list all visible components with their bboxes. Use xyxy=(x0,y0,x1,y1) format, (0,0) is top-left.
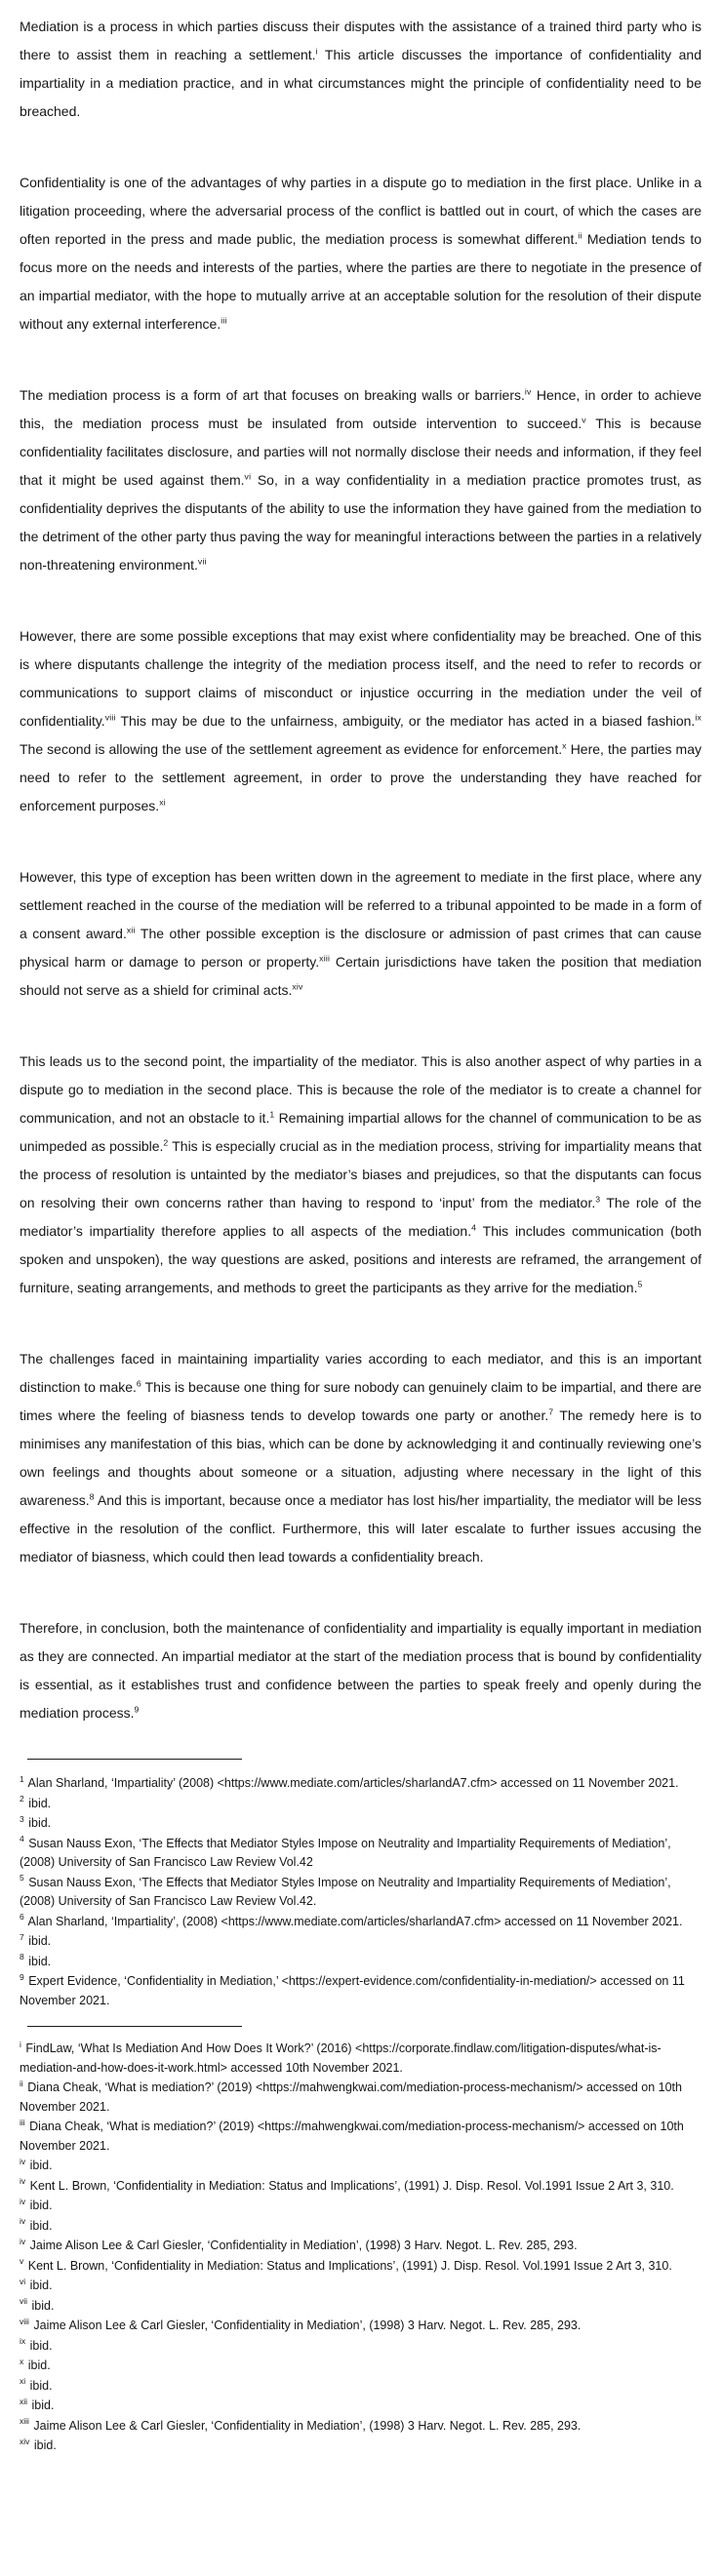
endnote-xiii xyxy=(20,2417,702,2437)
footnote-text: ibid. xyxy=(28,1954,52,1968)
footnote-separator xyxy=(27,1759,242,1760)
footnote-marker: 4 xyxy=(20,1834,24,1844)
endnote-separator xyxy=(27,2026,242,2027)
footnote-text: ibid. xyxy=(29,2218,53,2233)
footnote-9 xyxy=(20,1972,702,2010)
numeric-footnotes xyxy=(20,1774,702,2010)
footnote-marker: iii xyxy=(20,2117,25,2127)
endnote-iv-4 xyxy=(20,2217,702,2237)
footnote-marker: iv xyxy=(20,2176,26,2187)
footnote-marker: xi xyxy=(20,2376,26,2387)
footnote-marker: v xyxy=(20,2256,24,2267)
footnote-4 xyxy=(20,1835,702,1873)
footnote-marker: iv xyxy=(20,2156,26,2166)
endnote-vii xyxy=(20,2297,702,2317)
footnote-text: Alan Sharland, ‘Impartiality’, (2008) <https://www.mediate.com/articles/sharlandA7.cfm> accessed on 11 November 2021. xyxy=(27,1914,683,1928)
footnote-marker: vi xyxy=(20,2276,26,2286)
footnote-marker: 1 xyxy=(20,1773,24,1784)
footnote-text: Kent L. Brown, ‘Confidentiality in Mediation: Status and Implications’, (1991) J. Disp. Resol. Vol.1991 Issue 2 Art 3, 310. xyxy=(29,2178,674,2193)
note-reference-marker: xiii xyxy=(319,953,331,964)
paragraph-introduction: Mediation is a process in which parties discuss their disputes with the assistance of a trained third party who is there to assist them in reaching a settlement.$^i$ This article discusses the importance of confidentiality and impartiality in a mediation practice, and in what circumstances might the principle of confidentiality need to be breached. xyxy=(20,19,702,119)
footnote-text: ibid. xyxy=(27,2358,51,2372)
endnote-iv-2 xyxy=(20,2177,702,2197)
note-reference-marker: 6 xyxy=(136,1378,141,1389)
footnote-text: ibid. xyxy=(29,2338,53,2353)
note-reference-marker: 4 xyxy=(471,1222,477,1233)
footnote-marker: iv xyxy=(20,2236,26,2246)
note-reference-marker: 3 xyxy=(595,1194,601,1205)
note-reference-marker: 2 xyxy=(163,1137,169,1148)
footnote-text: ibid. xyxy=(33,2438,57,2452)
footnote-text: Jaime Alison Lee & Carl Giesler, ‘Confidentiality in Mediation’, (1998) 3 Harv. Negot. L. Rev. 285, 293. xyxy=(33,2318,582,2332)
paragraph-confidentiality: Confidentiality is one of the advantages of why parties in a dispute go to mediation in the first place. Unlike in a litigation proceeding, where the adversarial process of the conflict is battled out in court, of which the cases are often reported in the press and made public, the mediation process is somewhat different.$^{ii}$ Mediation tends to focus more on the needs and interests of the parties, where the parties are there to negotiate in the presence of an impartial mediator, with the hope to mutually arrive at an acceptable solution for the resolution of their dispute without any external interference.$^{iii}$ xyxy=(20,175,702,332)
footnote-text: ibid. xyxy=(29,2159,53,2172)
note-reference-marker: xii xyxy=(126,925,136,935)
footnote-marker: 5 xyxy=(20,1873,24,1883)
endnote-ii xyxy=(20,2079,702,2117)
paragraph-impartiality: This leads us to the second point, the impartiality of the mediator. This is also another aspect of why parties in a dispute go to mediation in the second place. This is because the role of the mediator is to create a channel for communication, and not an obstacle to it.$^1$ Remaining impartial allows for the channel of communication to be as unimpeded as possible.$^2$ This is especially crucial as in the mediation process, striving for impartiality means that the process of resolution is untainted by the mediator’s biases and prejudices, so that the disputants can focus on resolving their own concerns rather than having to respond to ‘input’ from the mediator.$^3$ The role of the mediator’s impartiality therefore applies to all aspects of the mediation.$^4$ This includes communication (both spoken and unspoken), the way questions are asked, positions and interests are reframed, the arrangement of furniture, seating arrangements, and methods to greet the participants as they arrive for the mediation.$^5$ xyxy=(20,1053,702,1295)
footnote-marker: x xyxy=(20,2356,24,2366)
footnote-text: ibid. xyxy=(29,2279,53,2292)
endnote-xiv xyxy=(20,2437,702,2456)
footnote-8 xyxy=(20,1953,702,1972)
footnote-3 xyxy=(20,1814,702,1834)
footnote-text: ibid. xyxy=(31,2398,55,2412)
footnote-text: Expert Evidence, ‘Confidentiality in Mediation,’ <https://expert-evidence.com/confidentiality-in-mediation/> accessed on 11 November 2021. xyxy=(20,1974,685,2007)
footnote-text: ibid. xyxy=(28,1796,52,1810)
note-reference-marker: i xyxy=(315,46,318,57)
note-reference-marker: xiv xyxy=(292,981,303,992)
note-reference-marker: 5 xyxy=(637,1279,643,1289)
footnote-text: ibid. xyxy=(31,2298,55,2313)
note-reference-marker: 9 xyxy=(134,1704,140,1715)
footnote-marker: iv xyxy=(20,2196,26,2206)
footnote-text: Diana Cheak, ‘What is mediation?’ (2019) <https://mahwengkwai.com/mediation-process-mechanism/> accessed on 10th November 2021. xyxy=(20,2081,682,2114)
paragraph-mediation-art: The mediation process is a form of art that focuses on breaking walls or barriers.$^{iv}$ Hence, in order to achieve this, the mediation process must be insulated from outside intervention to succeed.$^v$ This is because confidentiality facilitates disclosure, and parties will not normally disclose their needs and information, if they feel that it might be used against them.$^{vi}$ So, in a way confidentiality in a mediation practice promotes trust, as confidentiality deprives the disputants of the ability to use the information they have gained from the mediation to the detriment of the other party thus paving the way for meaningful interactions between the parties in a relatively non-threatening environment.$^{vii}$ xyxy=(20,386,702,573)
footnote-marker: 2 xyxy=(20,1794,24,1804)
footnote-marker: xiii xyxy=(20,2416,29,2427)
footnote-text: ibid. xyxy=(29,2199,53,2212)
endnote-iv-1 xyxy=(20,2157,702,2176)
footnote-text: ibid. xyxy=(28,1816,52,1830)
note-reference-marker: ix xyxy=(695,712,702,723)
footnote-text: Alan Sharland, ‘Impartiality’ (2008) <https://www.mediate.com/articles/sharlandA7.cfm> accessed on 11 November 2021. xyxy=(27,1776,679,1790)
footnote-marker: 9 xyxy=(20,1971,24,1982)
footnote-marker: ii xyxy=(20,2078,23,2088)
endnote-xi xyxy=(20,2377,702,2397)
note-reference-marker: xi xyxy=(159,797,166,808)
endnote-viii xyxy=(20,2317,702,2336)
paragraph-conclusion: Therefore, in conclusion, both the maintenance of confidentiality and impartiality is equally important in mediation as they are connected. An impartial mediator at the start of the mediation process that is bound by confidentiality is essential, as it establishes trust and confidence between the parties to speak freely and openly during the mediation process.$^9$ xyxy=(20,1620,702,1721)
note-reference-marker: 7 xyxy=(548,1407,554,1417)
note-reference-marker: iv xyxy=(524,386,532,397)
roman-footnotes xyxy=(20,2040,702,2456)
footnote-marker: xiv xyxy=(20,2436,30,2446)
footnote-5 xyxy=(20,1874,702,1912)
note-reference-marker: iii xyxy=(221,315,227,326)
footnote-1 xyxy=(20,1774,702,1794)
footnote-marker: i xyxy=(20,2039,21,2049)
paragraph-exception-agreement: However, this type of exception has been written down in the agreement to mediate in the first place, where any settlement reached in the course of the mediation will be referred to a tribunal appointed to be made in a form of a consent award.$^{xii}$ The other possible exception is the disclosure or admission of past crimes that can cause physical harm or damage to person or property.$^{xiii}$ Certain jurisdictions have taken the position that mediation should not serve as a shield for criminal acts.$^{xiv}$ xyxy=(20,869,702,998)
footnote-marker: xii xyxy=(20,2396,28,2406)
footnote-2 xyxy=(20,1795,702,1814)
endnote-xii xyxy=(20,2397,702,2416)
footnote-marker: vii xyxy=(20,2296,28,2307)
footnote-text: Susan Nauss Exon, ‘The Effects that Mediator Styles Impose on Neutrality and Impartiality Requirements of Mediation’, (2008) University of San Francisco Law Review Vol.42 xyxy=(20,1836,671,1869)
paragraph-exceptions: However, there are some possible exceptions that may exist where confidentiality may be breached. One of this is where disputants challenge the integrity of the mediation process itself, and the need to refer to records or communications to support claims of misconduct or injustice occurring in the mediation under the veil of confidentiality.$^{viii}$ This may be due to the unfairness, ambiguity, or the mediator has acted in a biased fashion.$^{ix}$ The second is allowing the use of the settlement agreement as evidence for enforcement.$^x$ Here, the parties may need to refer to the settlement agreement, in order to prove the understanding they have reached for enforcement purposes.$^{xi}$ xyxy=(20,628,702,813)
note-reference-marker: vii xyxy=(197,556,207,567)
footnote-marker: 8 xyxy=(20,1952,24,1962)
footnote-marker: iv xyxy=(20,2216,26,2227)
note-reference-marker: 8 xyxy=(89,1491,95,1502)
footnote-marker: 3 xyxy=(20,1813,24,1824)
endnote-iv-3 xyxy=(20,2197,702,2216)
note-reference-marker: x xyxy=(562,740,567,751)
endnote-x xyxy=(20,2357,702,2376)
footnote-text: Susan Nauss Exon, ‘The Effects that Mediator Styles Impose on Neutrality and Impartiality Requirements of Mediation’, (2008) University of San Francisco Law Review Vol.42. xyxy=(20,1875,671,1908)
footnote-marker: ix xyxy=(20,2336,26,2347)
note-reference-marker: v xyxy=(582,415,586,425)
footnote-text: Kent L. Brown, ‘Confidentiality in Mediation: Status and Implications’, (1991) J. Disp. Resol. Vol.1991 Issue 2 Art 3, 310. xyxy=(27,2258,672,2273)
footnote-marker: 6 xyxy=(20,1912,24,1922)
endnote-v xyxy=(20,2257,702,2277)
footnote-7 xyxy=(20,1932,702,1952)
footnote-text: Jaime Alison Lee & Carl Giesler, ‘Confidentiality in Mediation’, (1998) 3 Harv. Negot. L. Rev. 285, 293. xyxy=(29,2239,578,2252)
note-reference-marker: 1 xyxy=(269,1109,275,1120)
footnote-marker: 7 xyxy=(20,1931,24,1942)
note-reference-marker: vi xyxy=(244,471,252,482)
endnote-vi xyxy=(20,2277,702,2296)
paragraph-challenges: The challenges faced in maintaining impartiality varies according to each mediator, and this is an important distinction to make.$^6$ This is because one thing for sure nobody can genuinely claim to be impartial, and there are times where the feeling of biasness tends to develop towards one party or another.$^7$ The remedy here is to minimises any manifestation of this bias, which can be done by acknowledging it and continually reviewing one’s own feelings and thoughts about someone or a situation, adjusting where necessary in the light of this awareness.$^8$ And this is important, because once a mediator has lost his/her impartiality, the mediator will be less effective in the resolution of the conflict. Furthermore, this will later escalate to further issues accusing the mediator of biasness, which could then lead towards a confidentiality breach. xyxy=(20,1351,702,1565)
footnote-marker: viii xyxy=(20,2316,29,2326)
endnote-ix xyxy=(20,2337,702,2357)
endnote-iii xyxy=(20,2118,702,2156)
endnote-iv-5 xyxy=(20,2237,702,2256)
note-reference-marker: viii xyxy=(104,712,116,723)
endnote-i xyxy=(20,2040,702,2078)
footnote-6 xyxy=(20,1913,702,1932)
footnote-text: ibid. xyxy=(28,1934,52,1948)
footnote-text: FindLaw, ‘What Is Mediation And How Does It Work?’ (2016) <https://corporate.findlaw.com/litigation-disputes/what-is-mediation-and-how-does-it-work.html> accessed 10th November 2021. xyxy=(20,2041,662,2075)
article-body xyxy=(20,13,702,1727)
footnote-text: Jaime Alison Lee & Carl Giesler, ‘Confidentiality in Mediation’, (1998) 3 Harv. Negot. L. Rev. 285, 293. xyxy=(33,2418,582,2433)
note-reference-marker: ii xyxy=(578,230,582,241)
footnote-text: ibid. xyxy=(29,2378,53,2393)
footnote-text: Diana Cheak, ‘What is mediation?’ (2019) <https://mahwengkwai.com/mediation-process-mechanism/> accessed on 10th November 2021. xyxy=(20,2120,684,2153)
